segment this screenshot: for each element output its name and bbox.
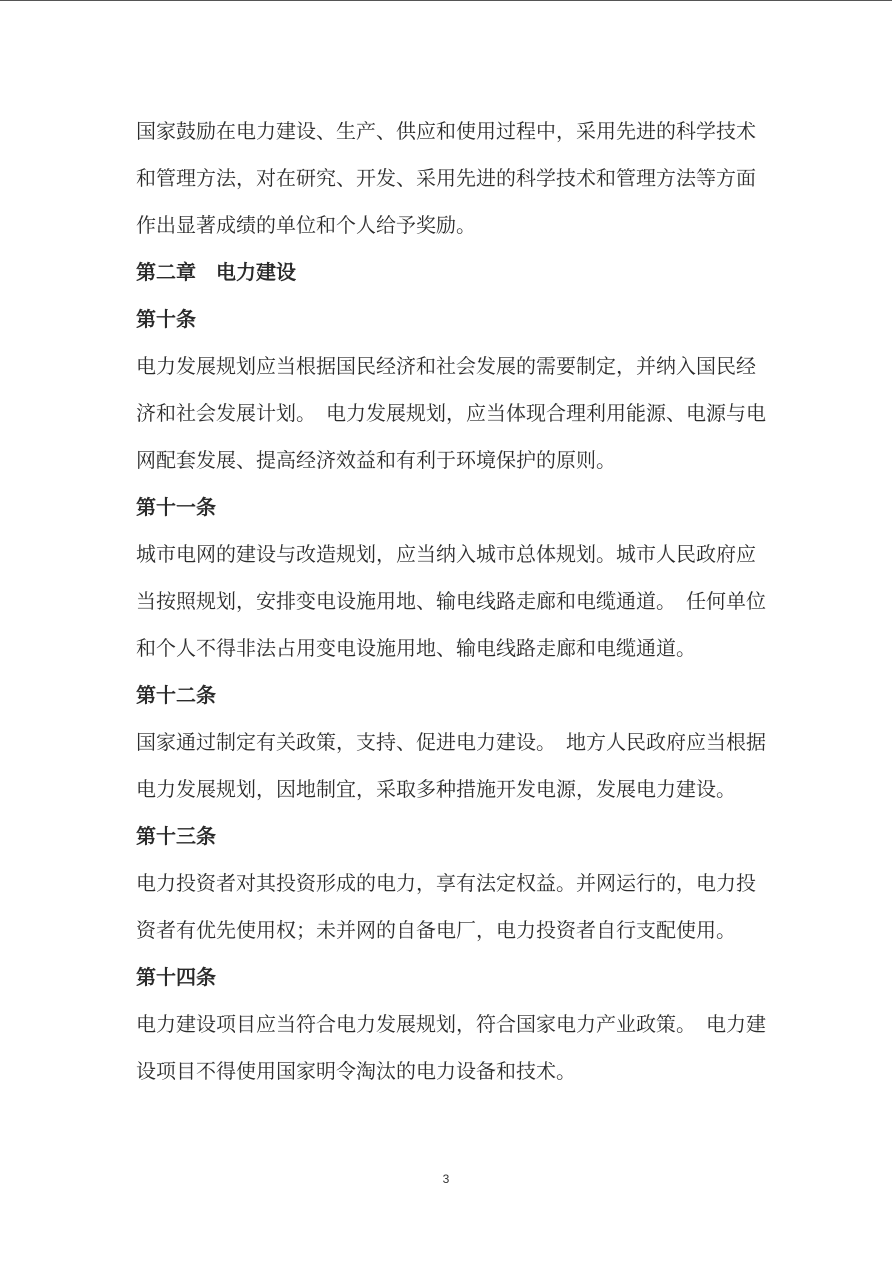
top-border-line (0, 0, 892, 1)
article-12-heading: 第十二条 (136, 683, 216, 707)
article-14-text: 电力建设项目应当符合电力发展规划，符合国家电力产业政策。 电力建设项目不得使用国家明令淘汰的电力设备和技术。 (136, 1012, 766, 1083)
article-14-heading: 第十四条 (136, 965, 216, 989)
article-11-heading: 第十一条 (136, 495, 216, 519)
page-number: 3 (442, 1172, 450, 1186)
chapter-heading: 第二章 电力建设 (136, 260, 296, 284)
article-12-text: 国家通过制定有关政策，支持、促进电力建设。 地方人民政府应当根据电力发展规划，因地制宜，采取多种措施开发电源，发展电力建设。 (136, 730, 766, 801)
article-13-text: 电力投资者对其投资形成的电力，享有法定权益。并网运行的，电力投资者有优先使用权；未并网的自备电厂，电力投资者自行支配使用。 (136, 871, 756, 942)
article-11-text: 城市电网的建设与改造规划，应当纳入城市总体规划。城市人民政府应当按照规划，安排变电设施用地、输电线路走廊和电缆通道。 任何单位和个人不得非法占用变电设施用地、输电线路走廊和电缆通道。 (136, 542, 766, 660)
paragraph-encouragement: 国家鼓励在电力建设、生产、供应和使用过程中，采用先进的科学技术和管理方法，对在研究、开发、采用先进的科学技术和管理方法等方面作出显著成绩的单位和个人给予奖励。 (136, 119, 756, 237)
article-10-heading: 第十条 (136, 307, 196, 331)
document-body (136, 108, 766, 1095)
article-13-heading: 第十三条 (136, 824, 216, 848)
article-10-text: 电力发展规划应当根据国民经济和社会发展的需要制定，并纳入国民经济和社会发展计划。 电力发展规划，应当体现合理利用能源、电源与电网配套发展、提高经济效益和有利于环境保护的原则。 (136, 354, 766, 472)
